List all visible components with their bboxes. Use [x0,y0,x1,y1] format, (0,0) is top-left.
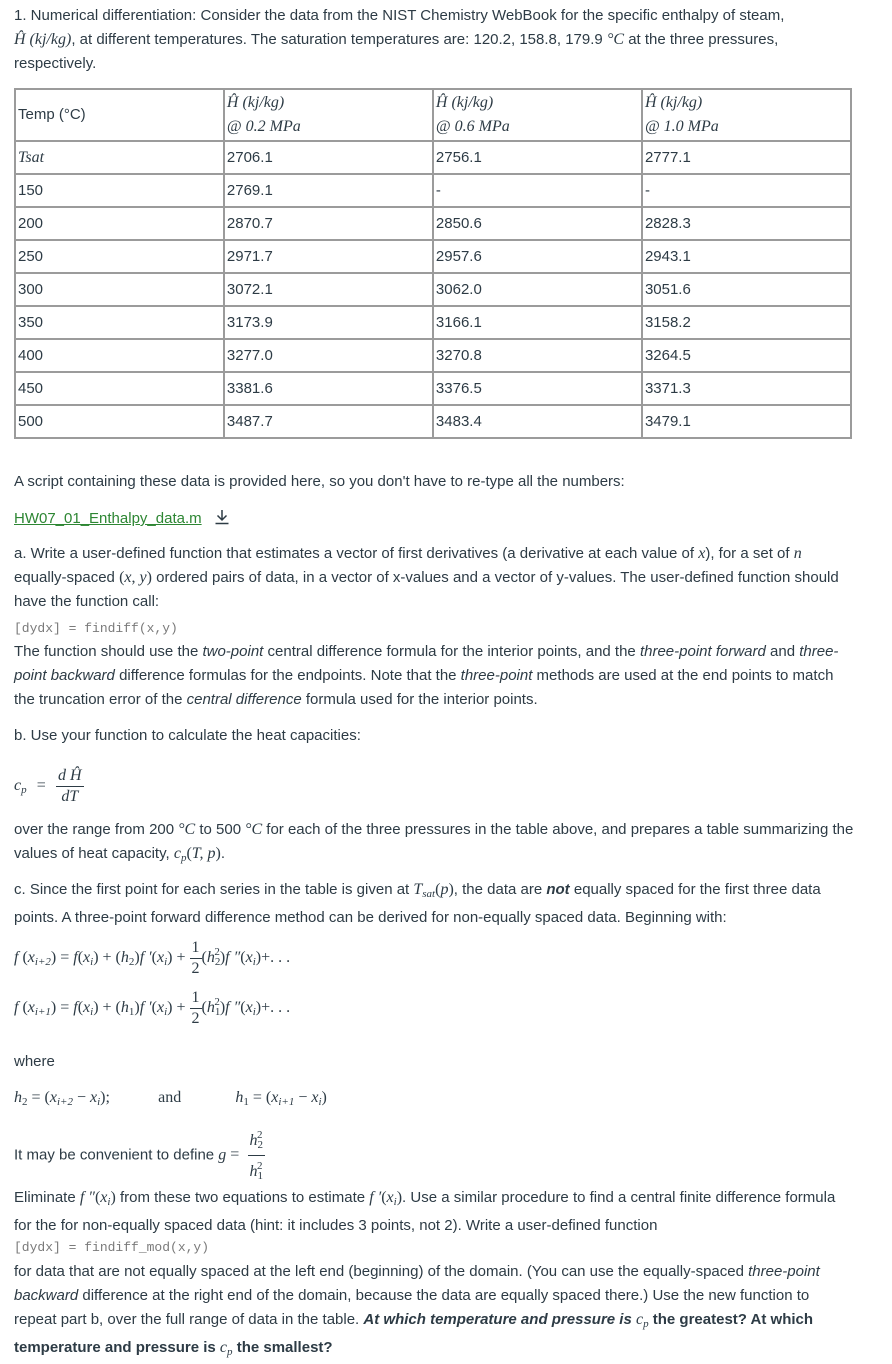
eliminate-text: Eliminate f $''(x_i)$ from these two equations to estimate f $'(x_i)$. Use a similar procedure to find a central finite difference formula for the for non-equally spaced data (hint: it includes 3 points, not 2). Write a user-defined function [14,1189,836,1234]
table-cell: 3483.4 [433,405,642,438]
g-definition: It may be convenient to define g = $\frac{h_2^2}{h_1^2}$ [14,1125,265,1186]
table-cell: 350 [15,306,224,339]
table-row [15,141,851,174]
data-file-link[interactable]: HW07_01_Enthalpy_data.m [14,510,202,527]
h-definitions: $h_2 = (x_{i+2} - x_i)$; and $h_1 = (x_{i+1} - x_i)$ [14,1089,327,1108]
final-text: for data that are not equally spaced at the left end (beginning) of the domain. (You can use the equally-spaced three-point backward difference at the right end of the domain, because the data are equally spaced there.) Use the new function to repeat part b, over the full range of data in the table. At which temperature and pressure is $c_p$ the greatest? At which temperature and pressure is $c_p$ the smallest? [14,1263,820,1358]
table-cell: 3264.5 [642,339,851,372]
taylor-eq-1: f $(x_{i+2}) = f(x_i) + (h_2)f$ $'(x_i)$ + $\frac{1}{2}$ $(h_2^2)f$ $''(x_i)+$. . . [14,939,291,977]
table-cell: Tsat [15,141,224,174]
header-p10: Ĥ (kj/kg) @ 1.0 MPa [642,89,851,141]
table-cell: 150 [15,174,224,207]
table-cell: 2756.1 [433,141,642,174]
download-icon[interactable] [214,509,230,533]
script-note: A script containing these data is provided here, so you don't have to re-type all the numbers: [14,473,625,490]
table-cell: 3381.6 [224,372,433,405]
part-c-text: c. Since the first point for each series in the table is given at $T_{sat}(p)$, the data are not equally spaced for the first three data points. A three-point forward difference method can be derived for non-equally spaced data. Beginning with: [14,881,821,926]
part-a-text: a. Write a user-defined function that estimates a vector of first derivatives (a derivative at each value of x), for a set of n equally-spaced (x, y) ordered pairs of data, in a vector of x-values and a vector of y-values. The user-defined function should have the function call: [14,545,839,610]
table-cell: 2850.6 [433,207,642,240]
file-link-row [14,507,230,533]
table-cell: 3062.0 [433,273,642,306]
table-cell: 400 [15,339,224,372]
where-label: where [14,1053,55,1070]
table-cell: 2828.3 [642,207,851,240]
table-cell: 200 [15,207,224,240]
problem-intro: 1. Numerical differentiation: Consider the data from the NIST Chemistry WebBook for the specific enthalpy of steam, Ĥ (kj/kg), at different temperatures. The saturation temperatures are: 120.2, 158.8, 179.9 °C at the three pressures, respectively. [14,7,785,72]
table-row [15,339,851,372]
table-cell: 3277.0 [224,339,433,372]
table-cell: 2777.1 [642,141,851,174]
cp-equation: $c_p$ = $\frac{\text{d Ĥ}}{dT}$ [14,767,82,805]
table-cell: 500 [15,405,224,438]
table-cell: 2870.7 [224,207,433,240]
table-cell: 3158.2 [642,306,851,339]
enthalpy-units: Ĥ (kj/kg) [14,31,72,48]
table-cell: 300 [15,273,224,306]
table-cell: 2971.7 [224,240,433,273]
table-cell: 3487.7 [224,405,433,438]
table-cell: 3072.1 [224,273,433,306]
part-a-methods: The function should use the two-point central difference formula for the interior points, and the three-point forward and three-point backward difference formulas for the endpoints. Note that the three-point methods are used at the end points to match the truncation error of the central difference formula used for the interior points. [14,643,839,708]
table-cell: 3371.3 [642,372,851,405]
table-cell: 2957.6 [433,240,642,273]
enthalpy-table [14,88,852,439]
table-cell: 2706.1 [224,141,433,174]
table-row [15,405,851,438]
taylor-eq-2: f $(x_{i+1}) = f(x_i) + (h_1)f$ $'(x_i)$ + $\frac{1}{2}$ $(h_1^2)f$ $''(x_i)+$. . . [14,989,291,1027]
table-row [15,273,851,306]
table-row [15,240,851,273]
table-cell: - [642,174,851,207]
table-cell: 3173.9 [224,306,433,339]
table-cell: 250 [15,240,224,273]
header-temp: Temp (°C) [15,89,224,141]
table-header-row [15,89,851,141]
table-row [15,207,851,240]
header-p06: Ĥ (kj/kg) @ 0.6 MPa [433,89,642,141]
table-cell: 3051.6 [642,273,851,306]
table-row [15,174,851,207]
table-cell: 3270.8 [433,339,642,372]
table-cell: 3479.1 [642,405,851,438]
table-cell: - [433,174,642,207]
table-cell: 2943.1 [642,240,851,273]
table-row [15,372,851,405]
part-b-text: b. Use your function to calculate the heat capacities: [14,727,361,744]
header-p02: Ĥ (kj/kg) @ 0.2 MPa [224,89,433,141]
part-b-range: over the range from 200 °C to 500 °C for each of the three pressures in the table above, and prepares a table summarizing the values of heat capacity, $c_p(T$, p). [14,821,854,864]
table-row [15,306,851,339]
table-cell: 3166.1 [433,306,642,339]
table-cell: 450 [15,372,224,405]
table-cell: 2769.1 [224,174,433,207]
table-cell: 3376.5 [433,372,642,405]
findiff-mod-call: [dydx] = findiff_mod(x,y) [14,1240,210,1255]
findiff-call: [dydx] = findiff(x,y) [14,621,178,636]
